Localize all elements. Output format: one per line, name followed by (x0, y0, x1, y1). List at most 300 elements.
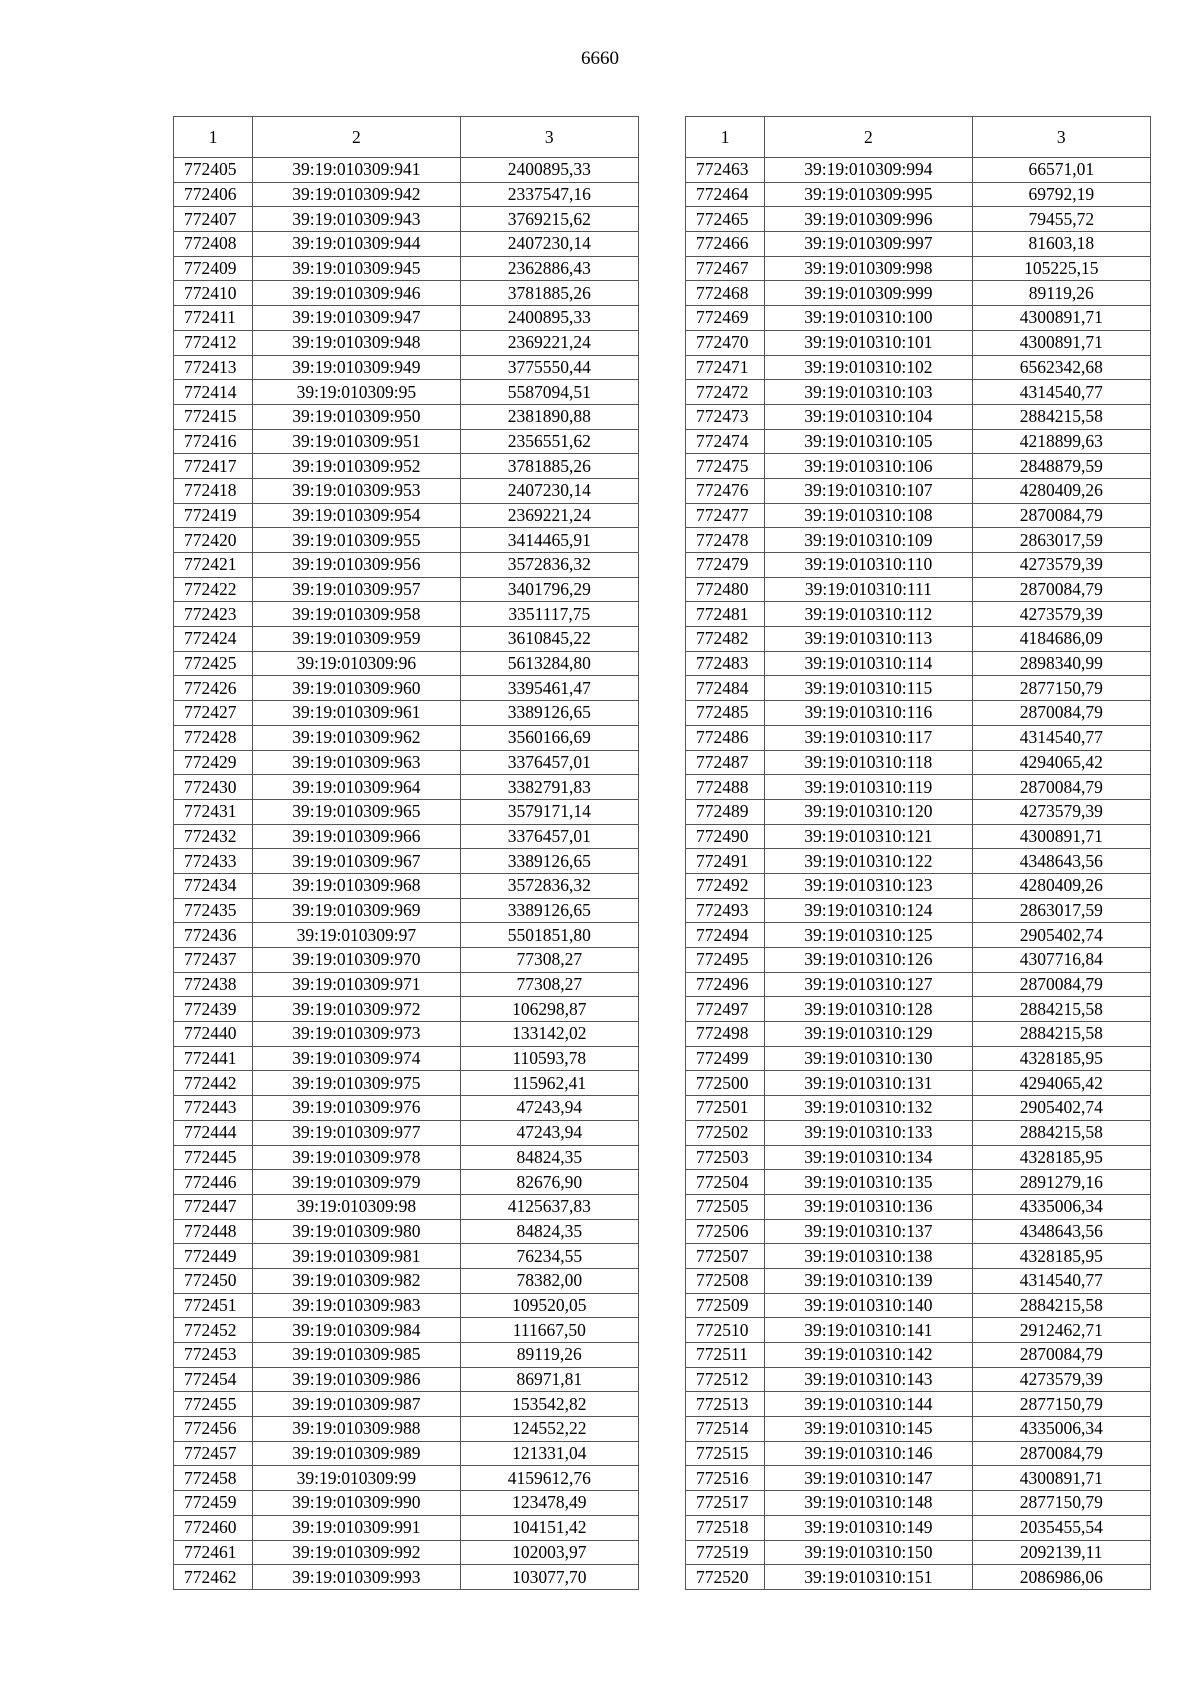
cadastral-number-cell: 39:19:010309:980 (253, 1219, 460, 1244)
row-number-cell: 772468 (686, 281, 765, 306)
value-cell: 3395461,47 (460, 676, 638, 701)
table-row (174, 158, 639, 183)
cadastral-number-cell: 39:19:010310:135 (765, 1170, 972, 1195)
cadastral-number-cell: 39:19:010309:984 (253, 1318, 460, 1343)
row-number-cell: 772428 (174, 725, 253, 750)
row-number-cell: 772432 (174, 824, 253, 849)
table-row (686, 1441, 1151, 1466)
value-cell: 2407230,14 (460, 232, 638, 257)
table-row (686, 627, 1151, 652)
table-row (174, 1244, 639, 1269)
table-row (686, 256, 1151, 281)
value-cell: 4300891,71 (972, 306, 1150, 331)
cadastral-number-cell: 39:19:010309:972 (253, 997, 460, 1022)
row-number-cell: 772456 (174, 1417, 253, 1442)
value-cell: 3414465,91 (460, 528, 638, 553)
table-row (174, 182, 639, 207)
row-number-cell: 772495 (686, 948, 765, 973)
table-row (174, 553, 639, 578)
cadastral-number-cell: 39:19:010309:960 (253, 676, 460, 701)
table-row (174, 1145, 639, 1170)
value-cell: 66571,01 (972, 158, 1150, 183)
table-row (174, 1392, 639, 1417)
table-row (686, 577, 1151, 602)
cadastral-number-cell: 39:19:010309:944 (253, 232, 460, 257)
table-row (686, 948, 1151, 973)
row-number-cell: 772417 (174, 454, 253, 479)
value-cell: 84824,35 (460, 1219, 638, 1244)
row-number-cell: 772467 (686, 256, 765, 281)
cadastral-number-cell: 39:19:010309:95 (253, 380, 460, 405)
row-number-cell: 772496 (686, 972, 765, 997)
row-number-cell: 772435 (174, 898, 253, 923)
table-row (686, 824, 1151, 849)
value-cell: 133142,02 (460, 1022, 638, 1047)
value-cell: 5613284,80 (460, 651, 638, 676)
value-cell: 3572836,32 (460, 553, 638, 578)
cadastral-number-cell: 39:19:010310:107 (765, 478, 972, 503)
row-number-cell: 772407 (174, 207, 253, 232)
value-cell: 102003,97 (460, 1540, 638, 1565)
cadastral-number-cell: 39:19:010309:943 (253, 207, 460, 232)
table-row (174, 1515, 639, 1540)
page-number: 6660 (581, 48, 619, 69)
table-row (174, 1417, 639, 1442)
cadastral-number-cell: 39:19:010309:996 (765, 207, 972, 232)
row-number-cell: 772418 (174, 478, 253, 503)
table-row (686, 355, 1151, 380)
cadastral-number-cell: 39:19:010309:941 (253, 158, 460, 183)
table-row (174, 1046, 639, 1071)
value-cell: 2877150,79 (972, 676, 1150, 701)
table-row (686, 701, 1151, 726)
cadastral-number-cell: 39:19:010309:97 (253, 923, 460, 948)
value-cell: 4328185,95 (972, 1145, 1150, 1170)
table-row (686, 553, 1151, 578)
table-row (686, 602, 1151, 627)
row-number-cell: 772509 (686, 1293, 765, 1318)
table-row (174, 1194, 639, 1219)
row-number-cell: 772516 (686, 1466, 765, 1491)
table-row (686, 1367, 1151, 1392)
value-cell: 153542,82 (460, 1392, 638, 1417)
cadastral-number-cell: 39:19:010309:988 (253, 1417, 460, 1442)
row-number-cell: 772423 (174, 602, 253, 627)
row-number-cell: 772508 (686, 1268, 765, 1293)
row-number-cell: 772411 (174, 306, 253, 331)
cadastral-number-cell: 39:19:010310:112 (765, 602, 972, 627)
cadastral-number-cell: 39:19:010309:997 (765, 232, 972, 257)
table-header (686, 117, 1151, 158)
row-number-cell: 772429 (174, 750, 253, 775)
row-number-cell: 772444 (174, 1120, 253, 1145)
row-number-cell: 772448 (174, 1219, 253, 1244)
value-cell: 2863017,59 (972, 898, 1150, 923)
row-number-cell: 772517 (686, 1491, 765, 1516)
row-number-cell: 772490 (686, 824, 765, 849)
table-row (174, 1096, 639, 1121)
value-cell: 2912462,71 (972, 1318, 1150, 1343)
column-header-2: 2 (765, 117, 972, 158)
row-number-cell: 772472 (686, 380, 765, 405)
value-cell: 2848879,59 (972, 454, 1150, 479)
cadastral-number-cell: 39:19:010310:136 (765, 1194, 972, 1219)
value-cell: 2884215,58 (972, 1120, 1150, 1145)
row-number-cell: 772450 (174, 1268, 253, 1293)
cadastral-number-cell: 39:19:010309:965 (253, 799, 460, 824)
value-cell: 4348643,56 (972, 1219, 1150, 1244)
table-row (686, 923, 1151, 948)
cadastral-number-cell: 39:19:010309:942 (253, 182, 460, 207)
cadastral-number-cell: 39:19:010310:127 (765, 972, 972, 997)
value-cell: 109520,05 (460, 1293, 638, 1318)
cadastral-number-cell: 39:19:010309:976 (253, 1096, 460, 1121)
cadastral-number-cell: 39:19:010309:983 (253, 1293, 460, 1318)
column-header-1: 1 (686, 117, 765, 158)
row-number-cell: 772440 (174, 1022, 253, 1047)
table-row (686, 429, 1151, 454)
value-cell: 2870084,79 (972, 577, 1150, 602)
table-row (174, 948, 639, 973)
cadastral-number-cell: 39:19:010309:967 (253, 849, 460, 874)
table-row (174, 1071, 639, 1096)
table-row (686, 1318, 1151, 1343)
table-row (174, 651, 639, 676)
row-number-cell: 772503 (686, 1145, 765, 1170)
cadastral-number-cell: 39:19:010310:144 (765, 1392, 972, 1417)
table-row (174, 1293, 639, 1318)
row-number-cell: 772462 (174, 1565, 253, 1590)
table-row (686, 182, 1151, 207)
cadastral-number-cell: 39:19:010310:116 (765, 701, 972, 726)
cadastral-number-cell: 39:19:010309:990 (253, 1491, 460, 1516)
table-row (174, 330, 639, 355)
value-cell: 4280409,26 (972, 873, 1150, 898)
value-cell: 3389126,65 (460, 898, 638, 923)
cadastral-number-cell: 39:19:010310:130 (765, 1046, 972, 1071)
cadastral-number-cell: 39:19:010310:115 (765, 676, 972, 701)
cadastral-number-cell: 39:19:010310:132 (765, 1096, 972, 1121)
cadastral-number-cell: 39:19:010309:995 (765, 182, 972, 207)
value-cell: 106298,87 (460, 997, 638, 1022)
row-number-cell: 772425 (174, 651, 253, 676)
table-row (686, 1491, 1151, 1516)
value-cell: 3560166,69 (460, 725, 638, 750)
value-cell: 4273579,39 (972, 1367, 1150, 1392)
table-row (686, 799, 1151, 824)
value-cell: 3382791,83 (460, 775, 638, 800)
table-row (686, 1244, 1151, 1269)
value-cell: 3376457,01 (460, 750, 638, 775)
row-number-cell: 772463 (686, 158, 765, 183)
value-cell: 79455,72 (972, 207, 1150, 232)
value-cell: 2905402,74 (972, 923, 1150, 948)
value-cell: 2884215,58 (972, 1293, 1150, 1318)
table-row (686, 1022, 1151, 1047)
value-cell: 89119,26 (972, 281, 1150, 306)
row-number-cell: 772439 (174, 997, 253, 1022)
value-cell: 2870084,79 (972, 503, 1150, 528)
cadastral-number-cell: 39:19:010310:111 (765, 577, 972, 602)
row-number-cell: 772465 (686, 207, 765, 232)
row-number-cell: 772482 (686, 627, 765, 652)
value-cell: 2381890,88 (460, 404, 638, 429)
table-row (686, 873, 1151, 898)
cadastral-number-cell: 39:19:010310:137 (765, 1219, 972, 1244)
value-cell: 4125637,83 (460, 1194, 638, 1219)
row-number-cell: 772477 (686, 503, 765, 528)
row-number-cell: 772506 (686, 1219, 765, 1244)
cadastral-number-cell: 39:19:010310:142 (765, 1343, 972, 1368)
cadastral-number-cell: 39:19:010309:951 (253, 429, 460, 454)
value-cell: 124552,22 (460, 1417, 638, 1442)
table-body (174, 158, 639, 1590)
row-number-cell: 772433 (174, 849, 253, 874)
row-number-cell: 772415 (174, 404, 253, 429)
table-row (686, 676, 1151, 701)
row-number-cell: 772483 (686, 651, 765, 676)
cadastral-number-cell: 39:19:010310:145 (765, 1417, 972, 1442)
table-row (174, 1367, 639, 1392)
table-row (174, 478, 639, 503)
value-cell: 111667,50 (460, 1318, 638, 1343)
value-cell: 4314540,77 (972, 725, 1150, 750)
row-number-cell: 772470 (686, 330, 765, 355)
cadastral-number-cell: 39:19:010310:125 (765, 923, 972, 948)
cadastral-number-cell: 39:19:010309:947 (253, 306, 460, 331)
row-number-cell: 772471 (686, 355, 765, 380)
table-row (686, 1540, 1151, 1565)
cadastral-number-cell: 39:19:010309:954 (253, 503, 460, 528)
row-number-cell: 772447 (174, 1194, 253, 1219)
cadastral-number-cell: 39:19:010309:956 (253, 553, 460, 578)
value-cell: 4294065,42 (972, 1071, 1150, 1096)
row-number-cell: 772405 (174, 158, 253, 183)
value-cell: 115962,41 (460, 1071, 638, 1096)
value-cell: 3775550,44 (460, 355, 638, 380)
value-cell: 4273579,39 (972, 553, 1150, 578)
row-number-cell: 772459 (174, 1491, 253, 1516)
value-cell: 2356551,62 (460, 429, 638, 454)
cadastral-table-right (685, 116, 1151, 1590)
cadastral-number-cell: 39:19:010310:117 (765, 725, 972, 750)
value-cell: 121331,04 (460, 1441, 638, 1466)
row-number-cell: 772491 (686, 849, 765, 874)
row-number-cell: 772502 (686, 1120, 765, 1145)
value-cell: 4300891,71 (972, 330, 1150, 355)
value-cell: 2362886,43 (460, 256, 638, 281)
table-row (174, 849, 639, 874)
cadastral-number-cell: 39:19:010310:105 (765, 429, 972, 454)
cadastral-number-cell: 39:19:010310:129 (765, 1022, 972, 1047)
row-number-cell: 772512 (686, 1367, 765, 1392)
value-cell: 5501851,80 (460, 923, 638, 948)
cadastral-number-cell: 39:19:010309:993 (253, 1565, 460, 1590)
row-number-cell: 772466 (686, 232, 765, 257)
row-number-cell: 772449 (174, 1244, 253, 1269)
cadastral-number-cell: 39:19:010309:98 (253, 1194, 460, 1219)
table-row (686, 1219, 1151, 1244)
table-row (686, 725, 1151, 750)
value-cell: 104151,42 (460, 1515, 638, 1540)
cadastral-number-cell: 39:19:010310:146 (765, 1441, 972, 1466)
table-row (686, 158, 1151, 183)
table-row (174, 1491, 639, 1516)
row-number-cell: 772434 (174, 873, 253, 898)
table-row (174, 898, 639, 923)
header-row (174, 117, 639, 158)
cadastral-number-cell: 39:19:010310:128 (765, 997, 972, 1022)
row-number-cell: 772442 (174, 1071, 253, 1096)
cadastral-number-cell: 39:19:010309:992 (253, 1540, 460, 1565)
cadastral-number-cell: 39:19:010309:973 (253, 1022, 460, 1047)
value-cell: 2877150,79 (972, 1392, 1150, 1417)
value-cell: 123478,49 (460, 1491, 638, 1516)
value-cell: 3351117,75 (460, 602, 638, 627)
cadastral-number-cell: 39:19:010310:102 (765, 355, 972, 380)
cadastral-number-cell: 39:19:010309:96 (253, 651, 460, 676)
table-row (174, 207, 639, 232)
cadastral-number-cell: 39:19:010310:147 (765, 1466, 972, 1491)
cadastral-number-cell: 39:19:010309:950 (253, 404, 460, 429)
row-number-cell: 772451 (174, 1293, 253, 1318)
table-row (174, 528, 639, 553)
table-row (174, 1120, 639, 1145)
row-number-cell: 772438 (174, 972, 253, 997)
table-row (686, 1145, 1151, 1170)
row-number-cell: 772500 (686, 1071, 765, 1096)
cadastral-number-cell: 39:19:010309:982 (253, 1268, 460, 1293)
table-row (686, 478, 1151, 503)
value-cell: 3572836,32 (460, 873, 638, 898)
table-row (174, 775, 639, 800)
value-cell: 5587094,51 (460, 380, 638, 405)
table-row (174, 503, 639, 528)
table-body (686, 158, 1151, 1590)
row-number-cell: 772498 (686, 1022, 765, 1047)
row-number-cell: 772427 (174, 701, 253, 726)
value-cell: 2884215,58 (972, 1022, 1150, 1047)
value-cell: 69792,19 (972, 182, 1150, 207)
table-row (174, 997, 639, 1022)
table-row (174, 1441, 639, 1466)
cadastral-number-cell: 39:19:010310:101 (765, 330, 972, 355)
row-number-cell: 772479 (686, 553, 765, 578)
table-row (174, 1466, 639, 1491)
row-number-cell: 772416 (174, 429, 253, 454)
cadastral-number-cell: 39:19:010310:100 (765, 306, 972, 331)
cadastral-number-cell: 39:19:010310:123 (765, 873, 972, 898)
cadastral-number-cell: 39:19:010310:109 (765, 528, 972, 553)
table-row (174, 923, 639, 948)
table-row (686, 651, 1151, 676)
cadastral-number-cell: 39:19:010310:134 (765, 1145, 972, 1170)
row-number-cell: 772487 (686, 750, 765, 775)
value-cell: 2905402,74 (972, 1096, 1150, 1121)
row-number-cell: 772505 (686, 1194, 765, 1219)
cadastral-number-cell: 39:19:010310:118 (765, 750, 972, 775)
row-number-cell: 772406 (174, 182, 253, 207)
row-number-cell: 772499 (686, 1046, 765, 1071)
table-row (174, 404, 639, 429)
cadastral-number-cell: 39:19:010309:999 (765, 281, 972, 306)
value-cell: 2369221,24 (460, 330, 638, 355)
row-number-cell: 772431 (174, 799, 253, 824)
value-cell: 81603,18 (972, 232, 1150, 257)
cadastral-number-cell: 39:19:010310:122 (765, 849, 972, 874)
row-number-cell: 772409 (174, 256, 253, 281)
table-row (686, 1343, 1151, 1368)
table-row (174, 1268, 639, 1293)
row-number-cell: 772460 (174, 1515, 253, 1540)
value-cell: 2337547,16 (460, 182, 638, 207)
row-number-cell: 772441 (174, 1046, 253, 1071)
value-cell: 6562342,68 (972, 355, 1150, 380)
row-number-cell: 772437 (174, 948, 253, 973)
value-cell: 2884215,58 (972, 997, 1150, 1022)
row-number-cell: 772518 (686, 1515, 765, 1540)
value-cell: 3781885,26 (460, 281, 638, 306)
row-number-cell: 772458 (174, 1466, 253, 1491)
row-number-cell: 772494 (686, 923, 765, 948)
cadastral-number-cell: 39:19:010310:140 (765, 1293, 972, 1318)
cadastral-number-cell: 39:19:010310:139 (765, 1268, 972, 1293)
table-row (686, 1096, 1151, 1121)
table-row (686, 1120, 1151, 1145)
value-cell: 4300891,71 (972, 1466, 1150, 1491)
row-number-cell: 772414 (174, 380, 253, 405)
value-cell: 4159612,76 (460, 1466, 638, 1491)
table-row (174, 750, 639, 775)
row-number-cell: 772455 (174, 1392, 253, 1417)
row-number-cell: 772420 (174, 528, 253, 553)
row-number-cell: 772476 (686, 478, 765, 503)
row-number-cell: 772457 (174, 1441, 253, 1466)
table-row (686, 454, 1151, 479)
value-cell: 2898340,99 (972, 651, 1150, 676)
cadastral-number-cell: 39:19:010309:957 (253, 577, 460, 602)
value-cell: 77308,27 (460, 948, 638, 973)
table-row (686, 207, 1151, 232)
table-row (174, 1022, 639, 1047)
row-number-cell: 772493 (686, 898, 765, 923)
table-row (686, 750, 1151, 775)
table-row (686, 1515, 1151, 1540)
cadastral-number-cell: 39:19:010310:104 (765, 404, 972, 429)
cadastral-number-cell: 39:19:010309:985 (253, 1343, 460, 1368)
value-cell: 2884215,58 (972, 404, 1150, 429)
table-row (174, 232, 639, 257)
cadastral-number-cell: 39:19:010309:955 (253, 528, 460, 553)
table-row (686, 1565, 1151, 1590)
table-row (686, 1170, 1151, 1195)
value-cell: 4280409,26 (972, 478, 1150, 503)
row-number-cell: 772413 (174, 355, 253, 380)
cadastral-number-cell: 39:19:010309:974 (253, 1046, 460, 1071)
row-number-cell: 772430 (174, 775, 253, 800)
cadastral-number-cell: 39:19:010309:970 (253, 948, 460, 973)
value-cell: 2870084,79 (972, 1441, 1150, 1466)
cadastral-number-cell: 39:19:010310:131 (765, 1071, 972, 1096)
cadastral-number-cell: 39:19:010309:966 (253, 824, 460, 849)
cadastral-number-cell: 39:19:010310:121 (765, 824, 972, 849)
table-row (686, 306, 1151, 331)
cadastral-number-cell: 39:19:010310:150 (765, 1540, 972, 1565)
value-cell: 4300891,71 (972, 824, 1150, 849)
row-number-cell: 772519 (686, 1540, 765, 1565)
row-number-cell: 772461 (174, 1540, 253, 1565)
cadastral-number-cell: 39:19:010310:108 (765, 503, 972, 528)
